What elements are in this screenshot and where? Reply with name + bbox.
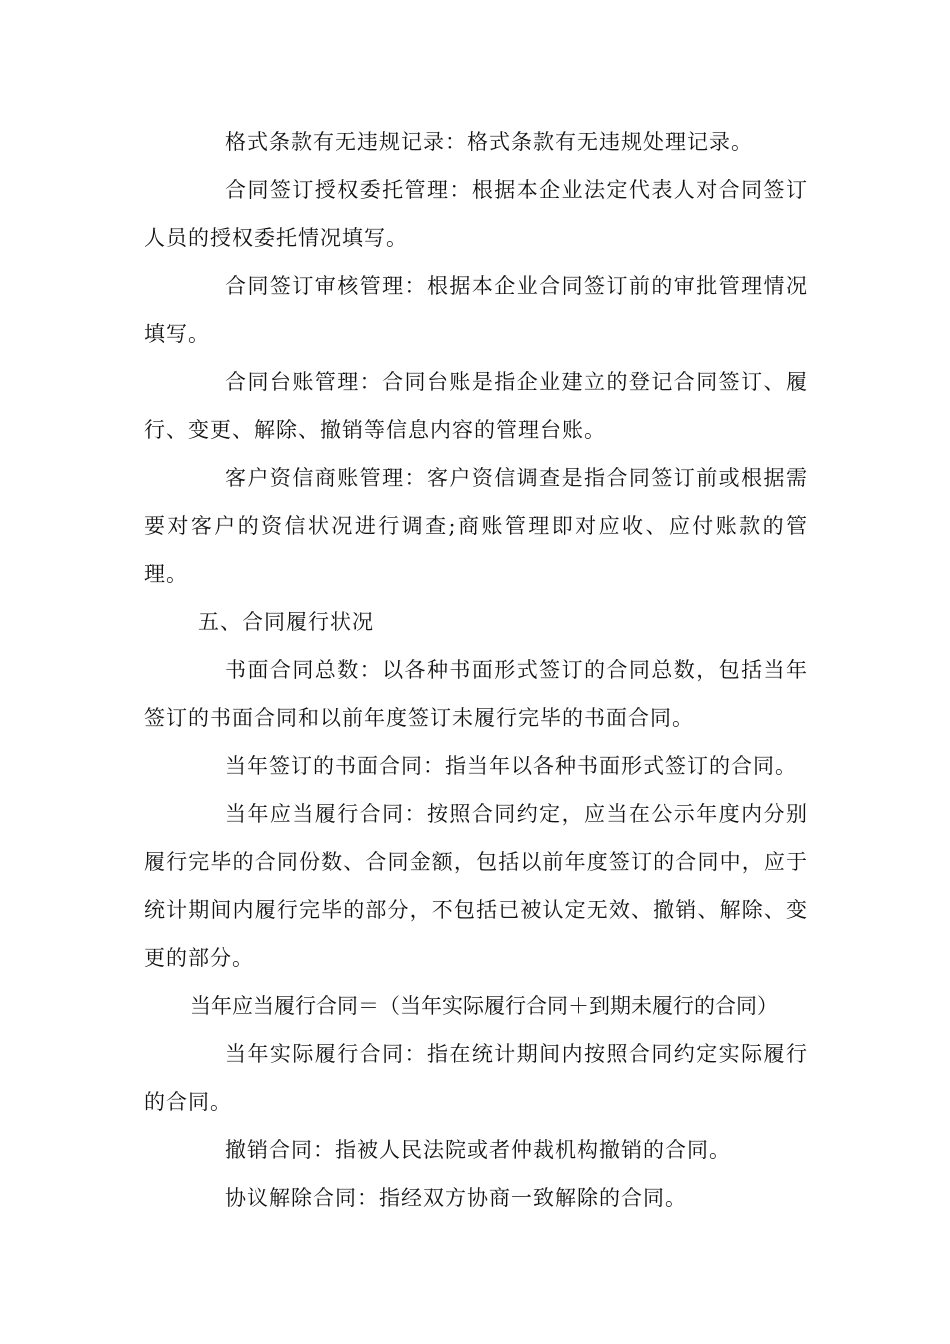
paragraph-format-clause-record: 格式条款有无违规记录：格式条款有无违规处理记录。 bbox=[225, 130, 753, 154]
section-heading-contract-performance: 五、合同履行状况 bbox=[198, 610, 374, 634]
paragraph-terminated-contract: 协议解除合同：指经双方协商一致解除的合同。 bbox=[225, 1186, 687, 1210]
paragraph-current-year-due: 当年应当履行合同：按照合同约定，应当在公示年度内分别履行完毕的合同份数、合同金额，包括以前年度签订的合同中，应于统计期间内履行完毕的部分，不包括已被认定无效、撤销、解除、变更的部分。 bbox=[144, 802, 808, 970]
paragraph-customer-credit: 客户资信商账管理：客户资信调查是指合同签订前或根据需要对客户的资信状况进行调查;商账管理即对应收、应付账款的管理。 bbox=[144, 466, 808, 586]
paragraph-current-year-signed: 当年签订的书面合同：指当年以各种书面形式签订的合同。 bbox=[225, 754, 797, 778]
paragraph-signing-review: 合同签订审核管理：根据本企业合同签订前的审批管理情况填写。 bbox=[144, 274, 808, 346]
paragraph-signing-authorization: 合同签订授权委托管理：根据本企业法定代表人对合同签订人员的授权委托情况填写。 bbox=[144, 178, 808, 250]
paragraph-revoked-contract: 撤销合同：指被人民法院或者仲裁机构撤销的合同。 bbox=[225, 1138, 731, 1162]
paragraph-current-year-performed: 当年实际履行合同：指在统计期间内按照合同约定实际履行的合同。 bbox=[144, 1042, 808, 1114]
document-body bbox=[144, 118, 808, 1222]
paragraph-contract-ledger: 合同台账管理：合同台账是指企业建立的登记合同签订、履行、变更、解除、撤销等信息内容的管理台账。 bbox=[144, 370, 808, 442]
paragraph-written-contract-total: 书面合同总数：以各种书面形式签订的合同总数，包括当年签订的书面合同和以前年度签订未履行完毕的书面合同。 bbox=[144, 658, 808, 730]
formula-current-year-due: 当年应当履行合同＝（当年实际履行合同＋到期未履行的合同） bbox=[190, 994, 778, 1018]
